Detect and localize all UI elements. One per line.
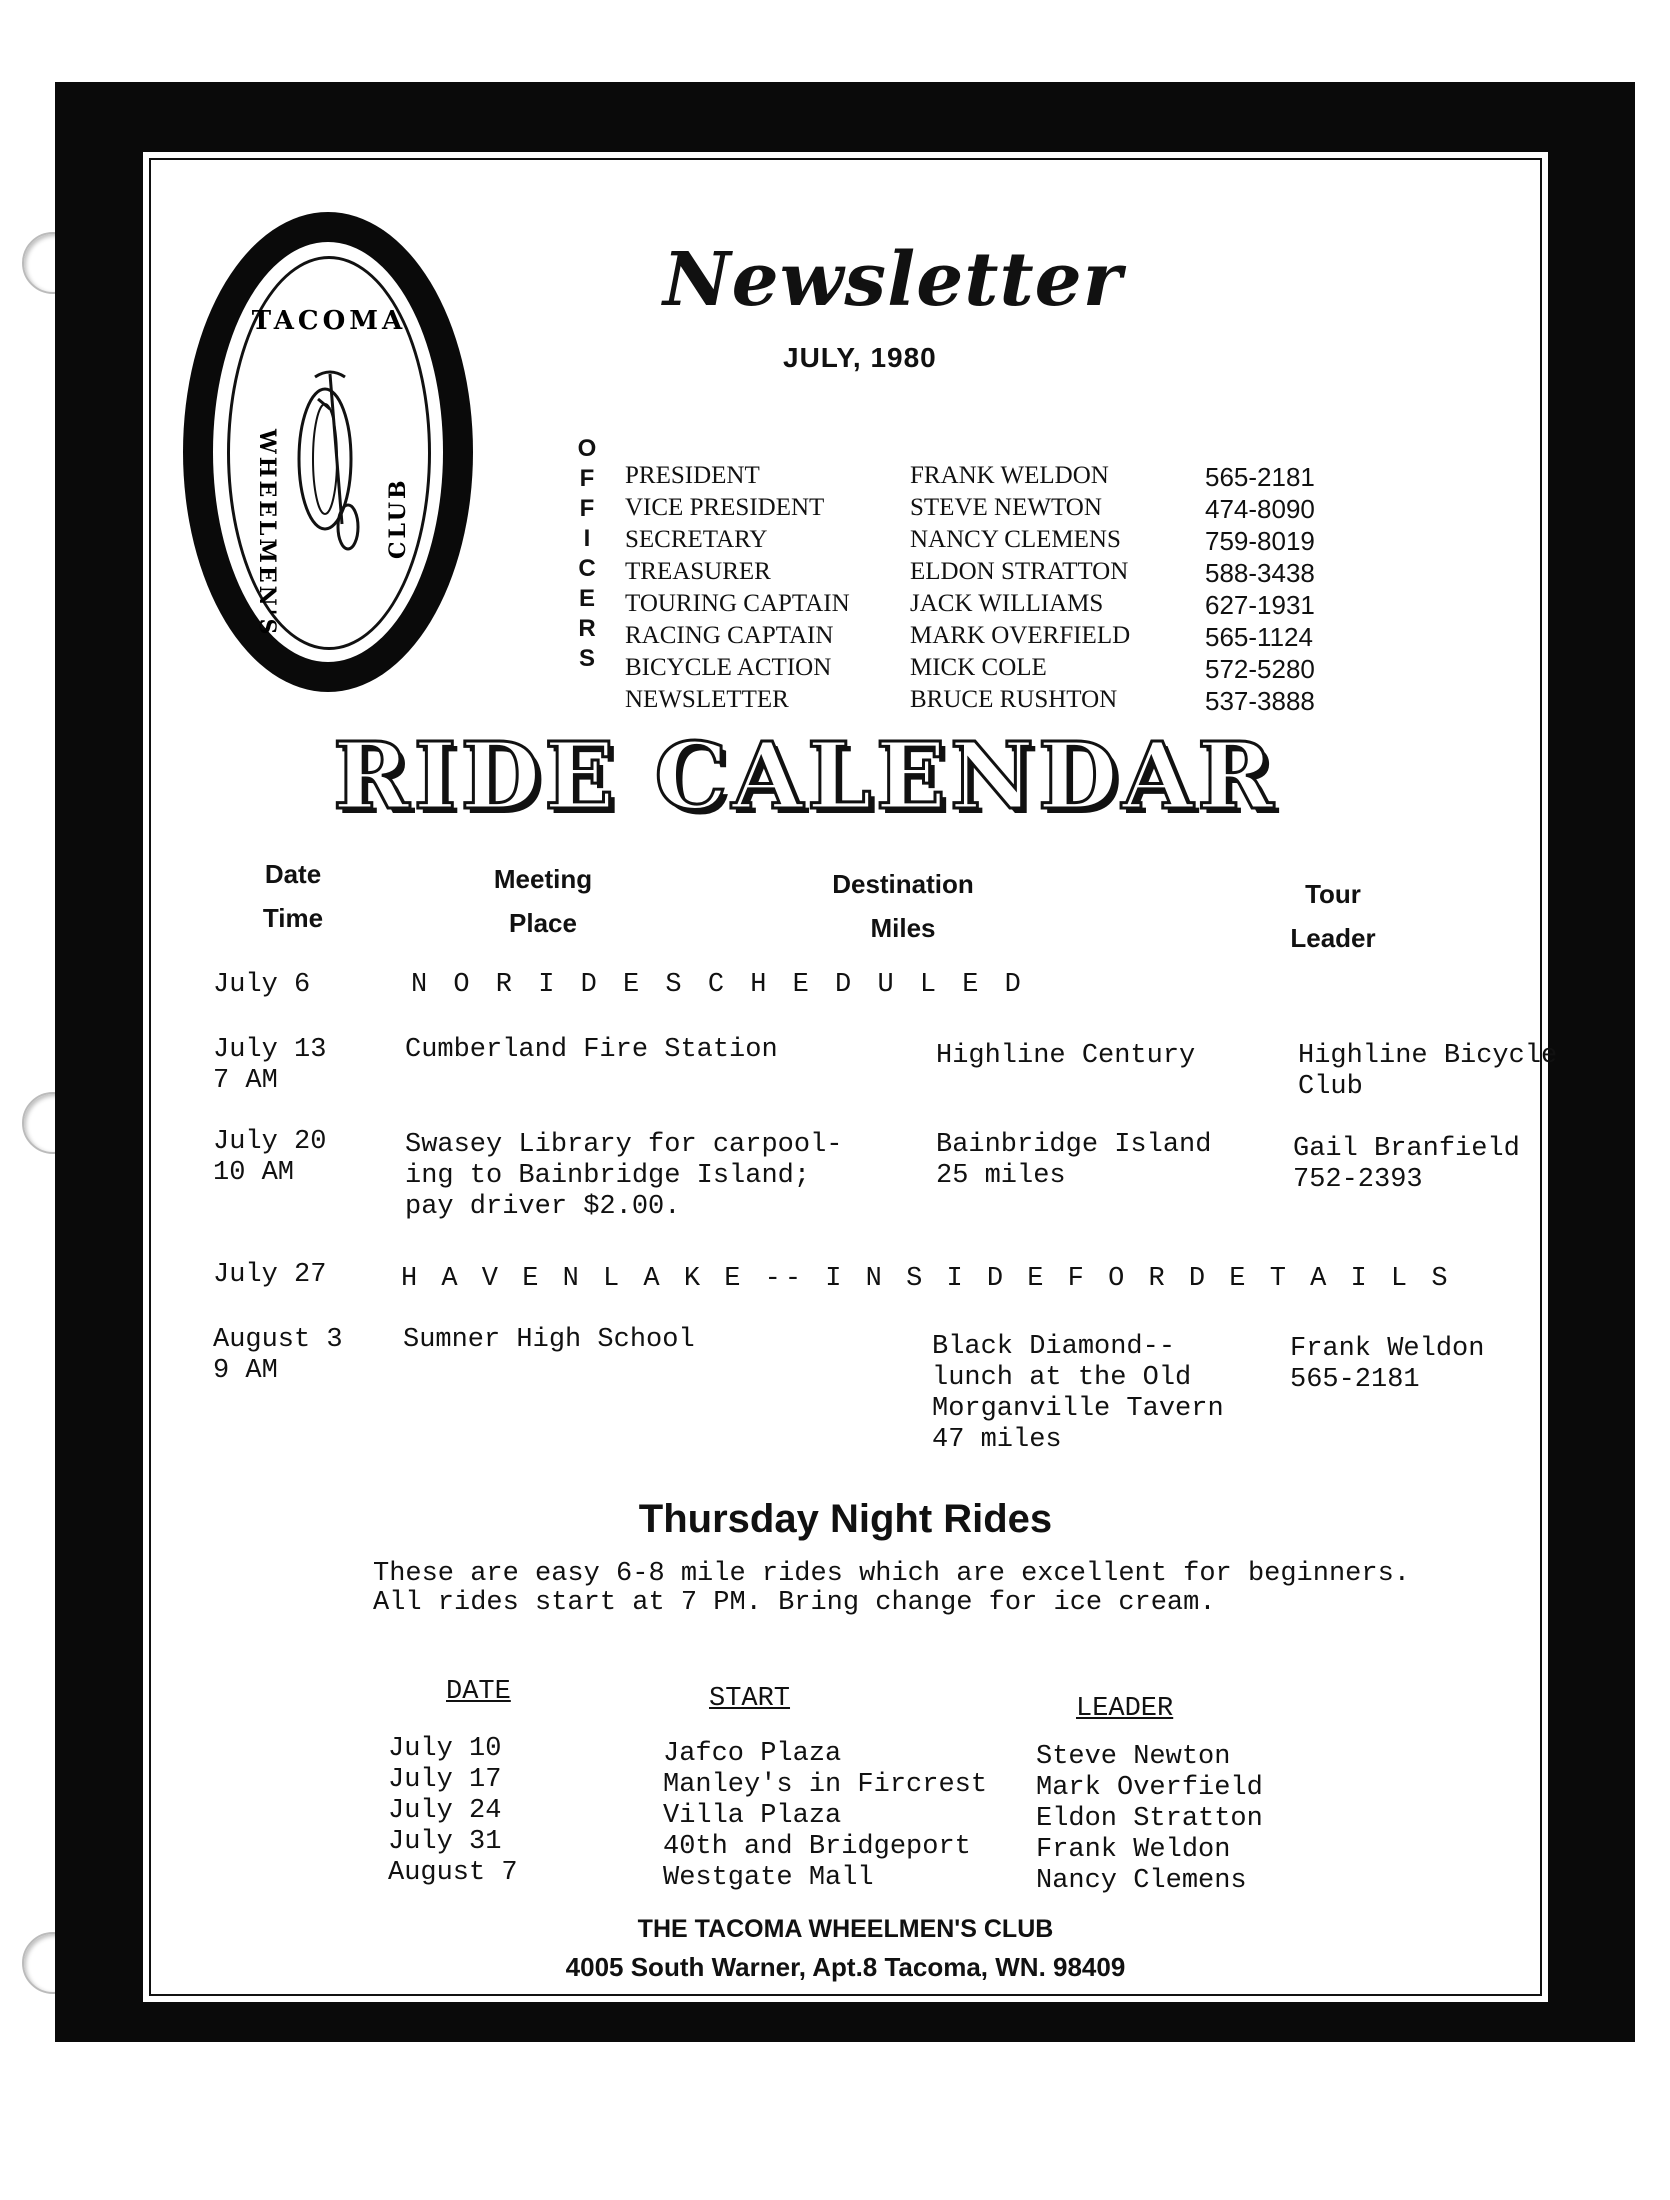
thursday-header-date: DATE [446,1677,511,1707]
ride-date: July 27 [213,1260,327,1290]
officers-label-letter: O [577,435,597,462]
officer-row [625,622,1525,654]
ride-leader: Frank Weldon 565-2181 [1290,1334,1485,1395]
ride-place: Sumner High School [403,1325,695,1355]
officer-name: BRUCE RUSHTON [910,686,1118,713]
ride-leader: Highline Bicycle Club [1298,1041,1558,1102]
ride-place: Swasey Library for carpool- ing to Bainbridge Island; pay driver $2.00. [405,1130,843,1222]
officers-label-letter: S [578,645,595,672]
ride-destination: Black Diamond-- lunch at the Old Morganville Tavern 47 miles [932,1332,1224,1455]
thursday-starts-column [663,1739,987,1894]
thursday-ride-leader: Mark Overfield [1036,1773,1263,1803]
officer-name: MARK OVERFIELD [910,622,1131,649]
ride-date: August 3 9 AM [213,1325,343,1386]
header-date-time-label: Date Time [262,859,324,933]
officers-label-letter: F [579,495,595,522]
officer-phone: 588-3438 [1205,558,1315,588]
footer-address: 4005 South Warner, Apt.8 Tacoma, WN. 98409 [565,1952,1126,1982]
logo-top-text: TACOMA [251,306,407,336]
footer-club-name: THE TACOMA WHEELMEN'S CLUB [637,1915,1054,1943]
ride-date: July 20 10 AM [213,1127,327,1188]
officer-phone: 759-8019 [1205,526,1315,556]
thursday-dates-column [388,1734,518,1889]
newsletter-title: Newsletter [663,237,1123,323]
officer-row [625,494,1525,526]
officers-label-letter: F [579,465,595,492]
officer-role: SECRETARY [625,526,768,553]
officer-row [625,686,1525,718]
officer-name: JACK WILLIAMS [910,590,1104,617]
officer-role: PRESIDENT [625,462,760,489]
header-destination-miles: Destination Miles [832,869,974,943]
newsletter-border [55,82,1635,2042]
officers-label-letter: R [578,615,596,642]
officer-phone: 627-1931 [1205,590,1315,620]
officer-row [625,558,1525,590]
ride-date: July 6 [213,970,311,1000]
officer-phone: 565-2181 [1205,462,1315,492]
ride-destination: Bainbridge Island 25 miles [936,1130,1212,1191]
thursday-ride-start: 40th and Bridgeport [663,1832,971,1862]
officer-name: MICK COLE [910,654,1047,681]
officer-row [625,526,1525,558]
officer-name: FRANK WELDON [910,462,1109,489]
thursday-ride-leader: Frank Weldon [1036,1835,1231,1865]
thursday-ride-date: July 10 [388,1734,502,1764]
officer-role: TOURING CAPTAIN [625,590,850,617]
officer-phone: 572-5280 [1205,654,1315,684]
officers-label [575,434,599,674]
officer-row [625,654,1525,686]
header-tour-leader: Tour Leader [1290,879,1376,953]
thursday-ride-start: Jafco Plaza [663,1739,842,1769]
thursday-header-leader: LEADER [1076,1694,1174,1724]
thursday-header-start: START [709,1684,791,1714]
thursday-ride-start: Villa Plaza [663,1801,842,1831]
officers-label-letter: C [578,555,596,582]
officer-role: NEWSLETTER [625,686,789,713]
newsletter-page [143,152,1558,2002]
thursday-ride-date: July 17 [388,1765,502,1795]
thursday-ride-start: Manley's in Fircrest [663,1770,988,1800]
thursday-ride-leader: Eldon Stratton [1036,1804,1263,1834]
officer-phone: 474-8090 [1205,494,1315,524]
ride-haven-lake-notice: H A V E N L A K E -- I N S I D E F O R D E T A I L S [401,1264,1452,1294]
thursday-ride-leader: Nancy Clemens [1036,1866,1247,1896]
officer-name: STEVE NEWTON [910,494,1102,521]
officer-role: RACING CAPTAIN [625,622,834,649]
officer-row [625,462,1525,494]
thursday-leaders-column [1036,1742,1263,1897]
ride-leader: Gail Branfield 752-2393 [1293,1134,1520,1195]
ride-calendar-title: RIDE CALENDAR [333,722,1278,830]
officers-label-letter: I [583,525,591,552]
thursday-ride-date: July 31 [388,1827,502,1857]
ride-no-ride-notice: N O R I D E S C H E D U L E D [411,970,1026,1000]
header-date-time [223,852,363,940]
officer-row [625,590,1525,622]
officer-role: BICYCLE ACTION [625,654,832,681]
header-meeting-place: Meeting Place [493,864,593,938]
issue-date: JULY, 1980 [783,342,937,373]
thursday-ride-start: Westgate Mall [663,1863,874,1893]
club-logo [183,212,473,692]
officer-name: ELDON STRATTON [910,558,1129,585]
officer-role: VICE PRESIDENT [625,494,825,521]
ride-destination: Highline Century [936,1041,1196,1071]
thursday-rides-intro: These are easy 6-8 mile rides which are excellent for beginners. All rides start at 7 PM. Bring change for ice cream. [373,1559,1410,1618]
ride-place: Cumberland Fire Station [405,1035,778,1065]
logo-right-text: CLUB [385,477,411,559]
ride-date: July 13 7 AM [213,1035,327,1096]
thursday-ride-date: August 7 [388,1858,518,1888]
thursday-rides-title: Thursday Night Rides [638,1497,1053,1541]
officer-name: NANCY CLEMENS [910,526,1121,553]
penny-farthing-bicycle-icon [230,259,428,647]
thursday-ride-leader: Steve Newton [1036,1742,1231,1772]
officers-label-letter: E [578,585,595,612]
officer-phone: 565-1124 [1205,622,1313,652]
officer-role: TREASURER [625,558,771,585]
thursday-ride-date: July 24 [388,1796,502,1826]
officer-phone: 537-3888 [1205,686,1315,716]
logo-left-text: WHEELMEN'S [254,429,280,638]
